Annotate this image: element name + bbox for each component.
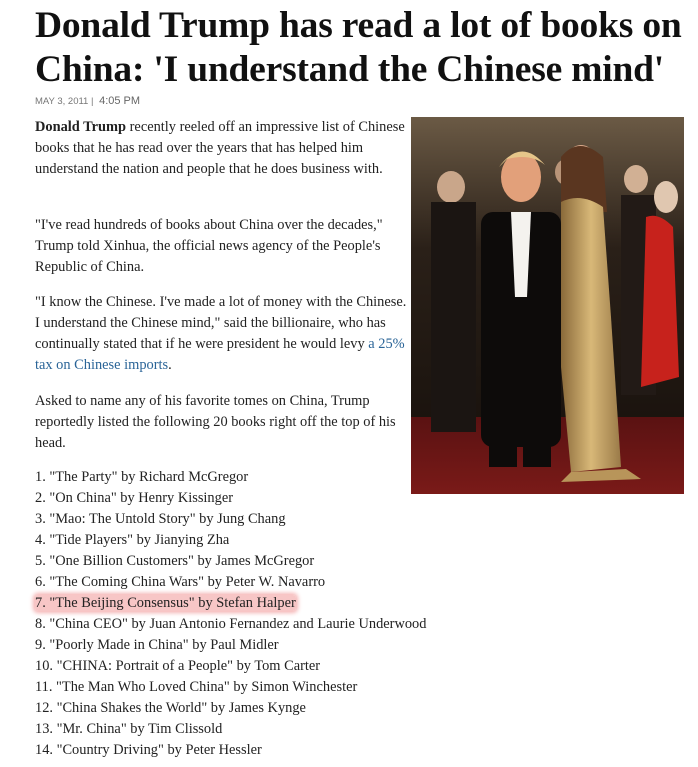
paragraph-quote-1: "I've read hundreds of books about China over the decades," Trump told Xinhua, the official news agency of the People's Republic of China. <box>35 217 383 275</box>
book-list-item-text: 6. "The Coming China Wars" by Peter W. Navarro <box>35 574 326 590</box>
article-headline: Donald Trump has read a lot of books on China: 'I understand the Chinese mind' <box>35 5 682 90</box>
book-list-item <box>35 635 675 656</box>
paragraph-list-intro: Asked to name any of his favorite tomes on China, Trump reportedly listed the following 20 books right off the top of his head. <box>35 393 396 451</box>
paragraph-intro <box>35 117 410 180</box>
book-list-item <box>35 467 675 488</box>
book-list-item-text: 1. "The Party" by Richard McGregor <box>35 469 249 485</box>
tariff-link[interactable]: a 25% tax on Chinese imports <box>35 336 405 373</box>
book-list-item-text: 4. "Tide Players" by Jianying Zha <box>35 532 230 548</box>
book-list-item-text: 7. "The Beijing Consensus" by Stefan Halper <box>35 595 296 611</box>
book-list-item <box>35 698 675 719</box>
article-photo <box>411 117 684 494</box>
book-list-item-text: 3. "Mao: The Untold Story" by Jung Chang <box>35 511 286 527</box>
article-dateline <box>35 95 140 107</box>
book-list-item <box>35 614 675 635</box>
paragraph-intro-text: recently reeled off an impressive list of Chinese books that he has read over the years that has helped him understand the nation and people that he does business with. <box>35 119 405 177</box>
book-list-item <box>35 656 675 677</box>
publish-time: 4:05 PM <box>99 95 141 107</box>
book-list-item-text: 14. "Country Driving" by Peter Hessler <box>35 742 262 758</box>
book-list-item <box>35 509 675 530</box>
paragraph-quote-2 <box>35 292 410 376</box>
book-list-item-text: 8. "China CEO" by Juan Antonio Fernandez and Laurie Underwood <box>35 616 427 632</box>
book-list-item <box>35 677 675 698</box>
paragraph-intro-bold: Donald Trump <box>35 119 127 135</box>
book-list-item-text: 11. "The Man Who Loved China" by Simon Winchester <box>35 679 358 695</box>
publish-date: MAY 3, 2011 <box>35 96 89 107</box>
book-list-item <box>35 572 675 593</box>
book-list-item <box>35 740 675 761</box>
book-list-item-text: 9. "Poorly Made in China" by Paul Midler <box>35 637 279 653</box>
book-list-item <box>35 488 675 509</box>
paragraph-quote-2-text: "I know the Chinese. I've made a lot of money with the Chinese. I understand the Chinese mind," said the billionaire, who has continually stated that if he were president he would levy <box>35 294 407 352</box>
book-list-item-text: 13. "Mr. China" by Tim Clissold <box>35 721 223 737</box>
book-list-item <box>35 719 675 740</box>
paragraph-quote-2-end: . <box>168 357 172 373</box>
book-list-item-text: 10. "CHINA: Portrait of a People" by Tom Carter <box>35 658 321 674</box>
book-list-item-text: 2. "On China" by Henry Kissinger <box>35 490 234 506</box>
book-list-item <box>35 593 675 614</box>
book-list-item <box>35 530 675 551</box>
dateline-separator: | <box>90 96 94 107</box>
book-list-item <box>35 551 675 572</box>
book-list <box>35 467 675 761</box>
book-list-item-text: 12. "China Shakes the World" by James Kynge <box>35 700 306 716</box>
book-list-item-text: 5. "One Billion Customers" by James McGregor <box>35 553 315 569</box>
